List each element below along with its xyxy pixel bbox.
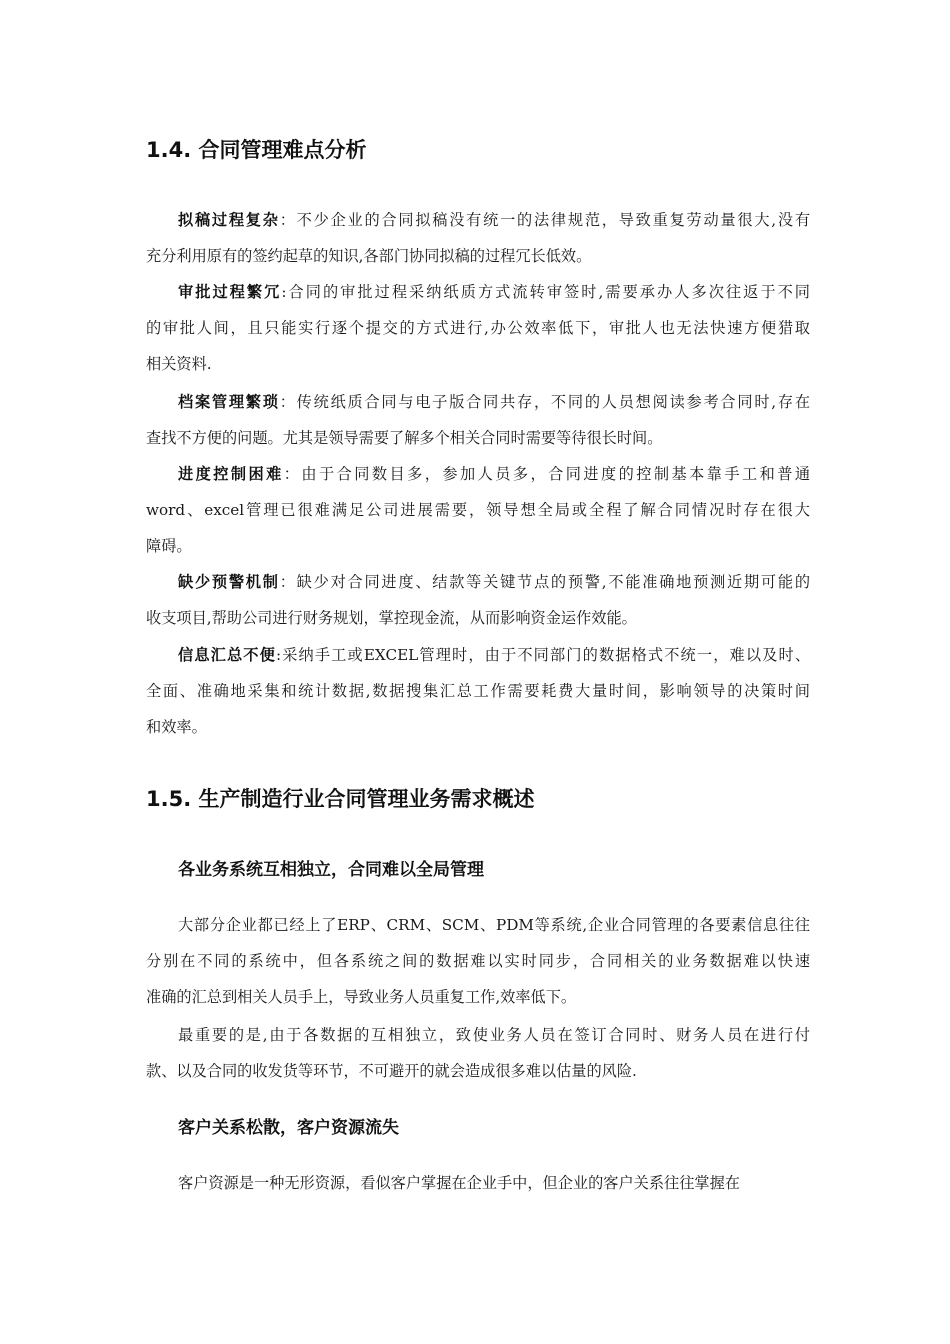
paragraph-line: 相关资料. [146,355,212,373]
subsection-heading-systems: 各业务系统互相独立，合同难以全局管理 [178,860,484,880]
paragraph-line: :采纳手工或EXCEL管理时，由于不同部门的数据格式不统一，难以及时、 [275,646,811,664]
paragraph-line: 分别在不同的系统中，但各系统之间的数据难以实时同步，合同相关的业务数据难以快速 [146,952,810,970]
paragraph-approval [146,274,810,382]
section-heading-1-4: 1.4. 合同管理难点分析 [146,138,367,162]
paragraph-lead: 信息汇总不便 [178,646,276,664]
paragraph-lead: 缺少预警机制 [178,573,280,591]
paragraph-progress [146,456,810,564]
paragraph-line: 的审批人间，且只能实行逐个提交的方式进行,办公效率低下，审批人也无法快速方便猎取 [146,319,810,337]
paragraph-line: 障碍。 [146,537,192,555]
paragraph-line: 收支项目,帮助公司进行财务规划，掌控现金流，从而影响资金运作效能。 [146,609,637,627]
paragraph-line: 准确的汇总到相关人员手上，导致业务人员重复工作,效率低下。 [146,988,577,1006]
subsection-heading-customers: 客户关系松散，客户资源流失 [178,1118,399,1138]
paragraph-line: :合同的审批过程采纳纸质方式流转审签时,需要承办人多次往返于不同 [281,283,810,301]
paragraph-line: word、excel管理已很难满足公司进展需要，领导想全局或全程了解合同情况时存在很大 [146,501,810,519]
paragraph-line: 查找不方便的问题。尤其是领导需要了解多个相关合同时需要等待很长时间。 [146,429,663,447]
paragraph-line: 最重要的是,由于各数据的互相独立，致使业务人员在签订合同时、财务人员在进行付 [178,1026,810,1044]
paragraph-line: 客户资源是一种无形资源，看似客户掌握在企业手中，但企业的客户关系往往掌握在 [178,1174,740,1192]
paragraph-lead: 拟稿过程复杂 [178,211,280,229]
paragraph-line: 充分利用原有的签约起草的知识,各部门协同拟稿的过程冗长低效。 [146,247,592,265]
paragraph-drafting [146,202,810,274]
paragraph-customers-1 [146,1165,810,1201]
paragraph-systems-1 [146,907,810,1015]
section-heading-1-5: 1.5. 生产制造行业合同管理业务需求概述 [146,787,535,811]
paragraph-line: ：传统纸质合同与电子版合同共存，不同的人员想阅读参考合同时,存在 [279,393,811,411]
paragraph-line: ：缺少对合同进度、结款等关键节点的预警,不能准确地预测近期可能的 [279,573,811,591]
paragraph-line: 全面、准确地采集和统计数据,数据搜集汇总工作需要耗费大量时间，影响领导的决策时间 [146,682,810,700]
paragraph-line: 和效率。 [146,718,207,736]
paragraph-lead: 进度控制困难 [178,465,284,483]
paragraph-line: 大部分企业都已经上了ERP、CRM、SCM、PDM等系统,企业合同管理的各要素信息往往 [178,916,810,934]
paragraph-lead: 审批过程繁冗 [178,283,282,301]
paragraph-summary [146,637,810,745]
paragraph-line: ：不少企业的合同拟稿没有统一的法律规范，导致重复劳动量很大,没有 [279,211,811,229]
paragraph-line: ：由于合同数目多，参加人员多，合同进度的控制基本靠手工和普通 [283,465,811,483]
paragraph-systems-2 [146,1017,810,1089]
paragraph-lead: 档案管理繁琐 [178,393,280,411]
paragraph-archive [146,384,810,456]
paragraph-warning [146,564,810,636]
paragraph-line: 款、以及合同的收发货等环节，不可避开的就会造成很多难以估量的风险. [146,1062,637,1080]
